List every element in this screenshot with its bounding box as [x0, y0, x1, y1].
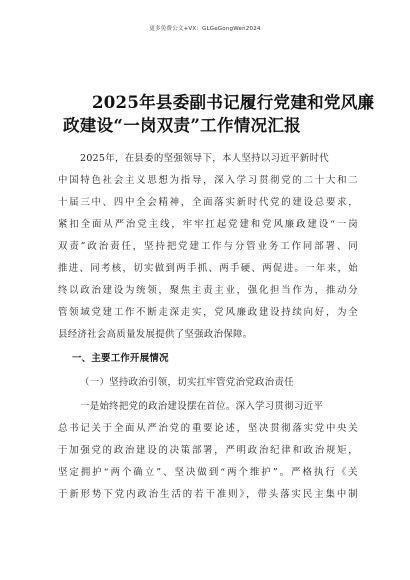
- paragraph-line: 于加强党的政治建设的决策部署，严明政治纪律和政治规矩，: [58, 445, 358, 456]
- paragraph-line: 坚定拥护“两个确立”、坚决做到“两个维护”。严格执行《关: [58, 467, 358, 478]
- paragraph-line: 中国特色社会主义思想为指导，深入学习贯彻党的二十大和二: [58, 175, 358, 186]
- paragraph-line: 县经济社会高质量发展提供了坚强政治保障。: [58, 329, 253, 340]
- paragraph-line: 推进、同考核，切实做到两手抓、两手硬、两促进。一年来，始: [58, 263, 358, 274]
- title-line-1: 2025年县委副书记履行党建和党风廉: [92, 93, 375, 112]
- document-title: [63, 91, 375, 137]
- section-heading: 一、主要工作开展情况: [72, 353, 169, 364]
- paragraph-line: 2025年，在县委的坚强领导下，本人坚持以习近平新时代: [80, 153, 329, 164]
- paragraph-line: 紧扣全面从严治党主线，牢牢扛起党建和党风廉政建设“一岗: [58, 219, 358, 230]
- subsection-heading: （一）坚持政治引领，切实扛牢管党治党政治责任: [80, 377, 294, 388]
- title-line-2: 政建设“一岗双责”工作情况汇报: [63, 116, 301, 135]
- paragraph-line: 管领域党建工作不断走深走实，党风廉政建设持续向好，为全: [58, 307, 358, 318]
- header-note: 更多免费公文+VX：GLGeGongWen2024: [149, 26, 261, 32]
- paragraph-line: 终以政治建设为统领，聚焦主责主业，强化担当作为，推动分: [58, 285, 358, 296]
- paragraph-line: 十届三中、四中全会精神，全面落实新时代党的建设总要求，: [58, 197, 358, 208]
- paragraph-line: 于新形势下党内政治生活的若干准则》，带头落实民主集中制: [58, 489, 358, 500]
- paragraph-line: 双责”政治责任，坚持把党建工作与分管业务工作同部署、同: [58, 241, 358, 252]
- paragraph-line: 一是始终把党的政治建设摆在首位。深入学习贯彻习近平: [80, 401, 324, 412]
- paragraph-line: 总书记关于全面从严治党的重要论述，坚决贯彻落实党中央关: [58, 423, 358, 434]
